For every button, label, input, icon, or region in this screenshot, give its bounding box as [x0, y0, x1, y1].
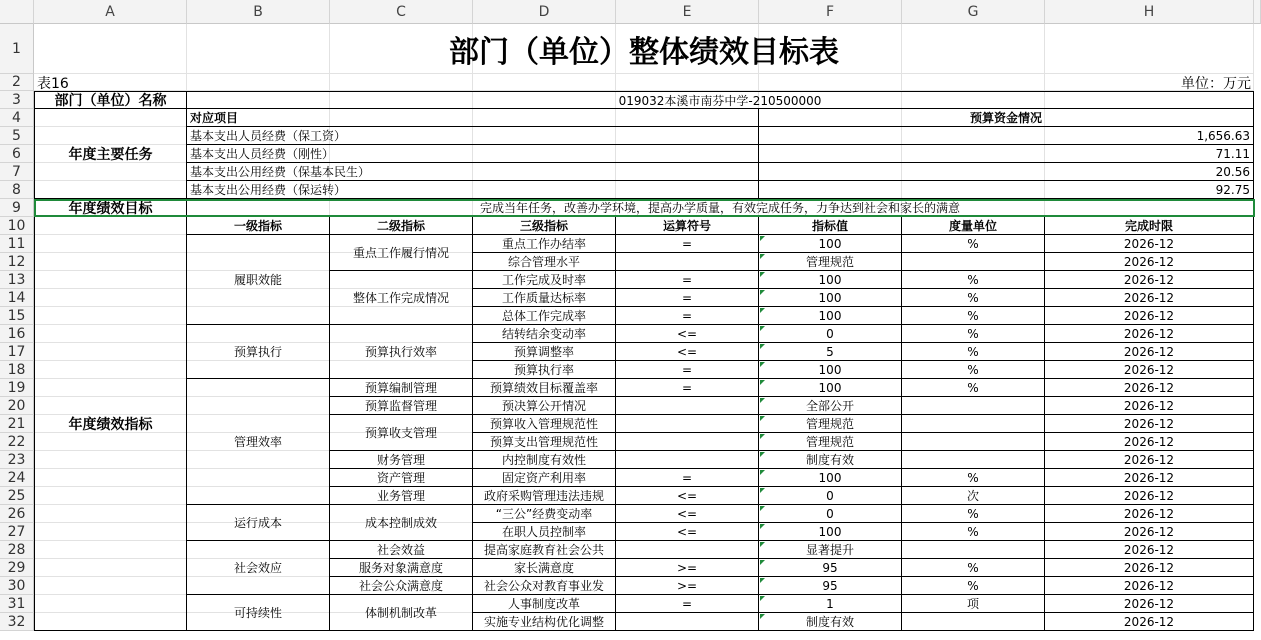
level3-indicator[interactable]: 固定资产利用率 [473, 469, 616, 487]
operator-cell[interactable]: = [616, 271, 759, 289]
operator-cell[interactable]: = [616, 595, 759, 613]
operator-cell[interactable]: >= [616, 577, 759, 595]
indicator-header[interactable]: 二级指标 [330, 217, 473, 235]
indicator-header[interactable]: 运算符号 [616, 217, 759, 235]
task-name[interactable]: 基本支出公用经费（保基本民生） [187, 163, 759, 181]
table-number[interactable]: 表16 [37, 75, 69, 91]
level2-indicator[interactable]: 预算编制管理 [330, 379, 473, 397]
measure-unit[interactable]: % [902, 325, 1045, 343]
column-header-extra [1254, 0, 1261, 24]
row-header[interactable]: 14 [0, 289, 34, 307]
level3-indicator[interactable]: 工作完成及时率 [473, 271, 616, 289]
operator-cell[interactable] [616, 451, 759, 469]
number-as-text-marker [760, 434, 765, 439]
level3-indicator[interactable]: 综合管理水平 [473, 253, 616, 271]
number-as-text-marker [760, 524, 765, 529]
column-header[interactable]: B [187, 0, 330, 24]
measure-unit[interactable] [902, 433, 1045, 451]
indicator-value[interactable]: 95 [759, 577, 902, 595]
row-header[interactable]: 31 [0, 595, 34, 613]
number-as-text-marker [760, 578, 765, 583]
level3-indicator[interactable]: 家长满意度 [473, 559, 616, 577]
dept-name-value[interactable]: 019032本溪市南芬中学-210500000 [187, 91, 1254, 109]
measure-unit[interactable] [902, 397, 1045, 415]
level3-indicator[interactable]: 内控制度有效性 [473, 451, 616, 469]
level1-indicator[interactable]: 可持续性 [187, 595, 330, 631]
row-header[interactable]: 29 [0, 559, 34, 577]
level3-indicator[interactable]: 总体工作完成率 [473, 307, 616, 325]
deadline-cell[interactable]: 2026-12 [1045, 523, 1254, 541]
row-header[interactable]: 22 [0, 433, 34, 451]
row-header[interactable]: 7 [0, 163, 34, 181]
indicator-header[interactable]: 一级指标 [187, 217, 330, 235]
deadline-cell[interactable]: 2026-12 [1045, 307, 1254, 325]
row-header[interactable]: 32 [0, 613, 34, 631]
level2-indicator[interactable]: 整体工作完成情况 [330, 271, 473, 325]
indicator-value[interactable]: 0 [759, 325, 902, 343]
unit-label[interactable]: 单位：万元 [1181, 75, 1251, 91]
measure-unit[interactable]: % [902, 271, 1045, 289]
deadline-cell[interactable]: 2026-12 [1045, 577, 1254, 595]
level2-indicator[interactable]: 预算执行效率 [330, 325, 473, 379]
level2-indicator[interactable]: 重点工作履行情况 [330, 235, 473, 271]
row-header[interactable]: 24 [0, 469, 34, 487]
deadline-cell[interactable]: 2026-12 [1045, 235, 1254, 253]
row-header[interactable]: 30 [0, 577, 34, 595]
number-as-text-marker [760, 560, 765, 565]
number-as-text-marker [760, 542, 765, 547]
indicator-value[interactable]: 100 [759, 469, 902, 487]
level3-indicator[interactable]: 工作质量达标率 [473, 289, 616, 307]
number-as-text-marker [760, 470, 765, 475]
measure-unit[interactable]: % [902, 361, 1045, 379]
row-header[interactable]: 27 [0, 523, 34, 541]
measure-unit[interactable] [902, 253, 1045, 271]
row-header[interactable]: 13 [0, 271, 34, 289]
deadline-cell[interactable]: 2026-12 [1045, 469, 1254, 487]
indicator-value[interactable]: 全部公开 [759, 397, 902, 415]
grid-cell[interactable] [902, 74, 1045, 91]
operator-cell[interactable] [616, 397, 759, 415]
row-header[interactable]: 3 [0, 91, 34, 109]
operator-cell[interactable]: <= [616, 487, 759, 505]
row-header[interactable]: 17 [0, 343, 34, 361]
task-amount[interactable]: 20.56 [759, 163, 1254, 181]
level1-indicator[interactable]: 管理效率 [187, 379, 330, 505]
number-as-text-marker [760, 614, 765, 619]
number-as-text-marker [760, 506, 765, 511]
operator-cell[interactable]: = [616, 469, 759, 487]
row-header[interactable]: 15 [0, 307, 34, 325]
measure-unit[interactable]: 次 [902, 487, 1045, 505]
row-header[interactable]: 26 [0, 505, 34, 523]
level3-indicator[interactable]: 预决算公开情况 [473, 397, 616, 415]
level3-indicator[interactable]: 预算调整率 [473, 343, 616, 361]
operator-cell[interactable]: = [616, 235, 759, 253]
deadline-cell[interactable]: 2026-12 [1045, 343, 1254, 361]
measure-unit[interactable]: % [902, 235, 1045, 253]
level3-indicator[interactable]: 预算执行率 [473, 361, 616, 379]
page-title[interactable]: 部门（单位）整体绩效目标表 [449, 35, 839, 70]
indicator-value[interactable]: 管理规范 [759, 433, 902, 451]
row-header[interactable]: 19 [0, 379, 34, 397]
deadline-cell[interactable]: 2026-12 [1045, 361, 1254, 379]
operator-cell[interactable] [616, 541, 759, 559]
measure-unit[interactable] [902, 451, 1045, 469]
level2-indicator[interactable]: 体制机制改革 [330, 595, 473, 631]
indicator-value[interactable]: 显著提升 [759, 541, 902, 559]
level2-indicator[interactable]: 资产管理 [330, 469, 473, 487]
annual-goal-text[interactable]: 完成当年任务，改善办学环境，提高办学质量，有效完成任务，力争达到社会和家长的满意 [187, 199, 1254, 217]
measure-unit[interactable]: % [902, 379, 1045, 397]
measure-unit[interactable]: % [902, 577, 1045, 595]
level1-indicator[interactable]: 履职效能 [187, 235, 330, 325]
measure-unit[interactable] [902, 541, 1045, 559]
row-header[interactable]: 5 [0, 127, 34, 145]
measure-unit[interactable]: % [902, 307, 1045, 325]
operator-cell[interactable] [616, 415, 759, 433]
row-header[interactable]: 21 [0, 415, 34, 433]
measure-unit[interactable] [902, 613, 1045, 631]
level2-indicator[interactable]: 业务管理 [330, 487, 473, 505]
measure-unit[interactable]: % [902, 505, 1045, 523]
row-header[interactable]: 25 [0, 487, 34, 505]
level3-indicator[interactable]: 预算绩效目标覆盖率 [473, 379, 616, 397]
number-as-text-marker [760, 452, 765, 457]
annual-indicators-label[interactable]: 年度绩效指标 [34, 217, 187, 631]
indicator-value[interactable]: 95 [759, 559, 902, 577]
level3-indicator[interactable]: 在职人员控制率 [473, 523, 616, 541]
level2-indicator[interactable]: 社会公众满意度 [330, 577, 473, 595]
level2-indicator[interactable]: 服务对象满意度 [330, 559, 473, 577]
row-header[interactable]: 8 [0, 181, 34, 199]
number-as-text-marker [760, 380, 765, 385]
level3-indicator[interactable]: 结转结余变动率 [473, 325, 616, 343]
operator-cell[interactable]: = [616, 361, 759, 379]
operator-cell[interactable]: = [616, 289, 759, 307]
column-header[interactable]: C [330, 0, 473, 24]
number-as-text-marker [760, 416, 765, 421]
level3-indicator[interactable]: 预算收入管理规范性 [473, 415, 616, 433]
task-name[interactable]: 基本支出人员经费（保工资） [187, 127, 759, 145]
number-as-text-marker [760, 344, 765, 349]
level3-indicator[interactable]: 预算支出管理规范性 [473, 433, 616, 451]
grid-cell[interactable] [759, 74, 902, 91]
row-header[interactable]: 12 [0, 253, 34, 271]
annual-tasks-label[interactable]: 年度主要任务 [34, 109, 187, 199]
deadline-cell[interactable]: 2026-12 [1045, 595, 1254, 613]
deadline-cell[interactable]: 2026-12 [1045, 559, 1254, 577]
number-as-text-marker [760, 308, 765, 313]
row-header[interactable]: 9 [0, 199, 34, 217]
measure-unit[interactable]: % [902, 559, 1045, 577]
column-header[interactable]: E [616, 0, 759, 24]
level3-indicator[interactable]: “三公”经费变动率 [473, 505, 616, 523]
indicator-header[interactable]: 度量单位 [902, 217, 1045, 235]
number-as-text-marker [760, 488, 765, 493]
deadline-cell[interactable]: 2026-12 [1045, 271, 1254, 289]
level2-indicator[interactable]: 社会效益 [330, 541, 473, 559]
indicator-value[interactable]: 100 [759, 523, 902, 541]
row-header[interactable]: 20 [0, 397, 34, 415]
grid-cell[interactable] [473, 74, 616, 91]
column-header[interactable]: F [759, 0, 902, 24]
indicator-value[interactable]: 0 [759, 487, 902, 505]
row-header[interactable]: 6 [0, 145, 34, 163]
row-header[interactable]: 11 [0, 235, 34, 253]
deadline-cell[interactable]: 2026-12 [1045, 289, 1254, 307]
level3-indicator[interactable]: 实施专业结构优化调整 [473, 613, 616, 631]
measure-unit[interactable]: 项 [902, 595, 1045, 613]
row-header[interactable]: 18 [0, 361, 34, 379]
number-as-text-marker [760, 236, 765, 241]
indicator-value[interactable]: 100 [759, 235, 902, 253]
task-name[interactable]: 基本支出人员经费（刚性） [187, 145, 759, 163]
indicator-header[interactable]: 指标值 [759, 217, 902, 235]
level1-indicator[interactable]: 运行成本 [187, 505, 330, 541]
column-header[interactable]: A [34, 0, 187, 24]
level3-indicator[interactable]: 人事制度改革 [473, 595, 616, 613]
column-header[interactable]: D [473, 0, 616, 24]
deadline-cell[interactable]: 2026-12 [1045, 253, 1254, 271]
indicator-value[interactable]: 1 [759, 595, 902, 613]
deadline-cell[interactable]: 2026-12 [1045, 487, 1254, 505]
indicator-value[interactable]: 制度有效 [759, 613, 902, 631]
level2-indicator[interactable]: 预算监督管理 [330, 397, 473, 415]
tasks-project-header[interactable]: 对应项目 [187, 109, 759, 127]
level3-indicator[interactable]: 社会公众对教育事业发 [473, 577, 616, 595]
operator-cell[interactable]: <= [616, 343, 759, 361]
number-as-text-marker [760, 596, 765, 601]
indicator-value[interactable]: 5 [759, 343, 902, 361]
operator-cell[interactable]: >= [616, 559, 759, 577]
number-as-text-marker [760, 398, 765, 403]
grid-cell[interactable] [330, 74, 473, 91]
operator-cell[interactable]: <= [616, 523, 759, 541]
deadline-cell[interactable]: 2026-12 [1045, 433, 1254, 451]
deadline-cell[interactable]: 2026-12 [1045, 415, 1254, 433]
select-all-corner[interactable] [0, 0, 34, 24]
number-as-text-marker [760, 290, 765, 295]
deadline-cell[interactable]: 2026-12 [1045, 613, 1254, 631]
indicator-value[interactable]: 100 [759, 361, 902, 379]
measure-unit[interactable]: % [902, 343, 1045, 361]
operator-cell[interactable]: <= [616, 325, 759, 343]
deadline-cell[interactable]: 2026-12 [1045, 505, 1254, 523]
row-header[interactable]: 23 [0, 451, 34, 469]
level2-indicator[interactable]: 财务管理 [330, 451, 473, 469]
operator-cell[interactable] [616, 613, 759, 631]
number-as-text-marker [760, 326, 765, 331]
operator-cell[interactable] [616, 253, 759, 271]
level1-indicator[interactable]: 预算执行 [187, 325, 330, 379]
row-header[interactable]: 16 [0, 325, 34, 343]
tasks-budget-header[interactable]: 预算资金情况 [759, 109, 1254, 127]
level2-indicator[interactable]: 预算收支管理 [330, 415, 473, 451]
row-header[interactable]: 2 [0, 74, 34, 91]
selected-row-outline [34, 199, 1255, 217]
annual-goal-label[interactable]: 年度绩效目标 [34, 199, 187, 217]
indicator-value[interactable]: 管理规范 [759, 253, 902, 271]
number-as-text-marker [760, 362, 765, 367]
measure-unit[interactable]: % [902, 289, 1045, 307]
operator-cell[interactable]: = [616, 379, 759, 397]
indicator-value[interactable]: 100 [759, 289, 902, 307]
measure-unit[interactable]: % [902, 469, 1045, 487]
operator-cell[interactable]: <= [616, 505, 759, 523]
indicator-value[interactable]: 0 [759, 505, 902, 523]
level1-indicator[interactable]: 社会效应 [187, 541, 330, 595]
row-header[interactable]: 4 [0, 109, 34, 127]
level3-indicator[interactable]: 提高家庭教育社会公共 [473, 541, 616, 559]
measure-unit[interactable]: % [902, 523, 1045, 541]
number-as-text-marker [760, 254, 765, 259]
row-header[interactable]: 1 [0, 24, 34, 74]
indicator-value[interactable]: 100 [759, 379, 902, 397]
grid-cell[interactable] [616, 74, 759, 91]
indicator-value[interactable]: 100 [759, 307, 902, 325]
column-header[interactable]: G [902, 0, 1045, 24]
dept-name-label[interactable]: 部门（单位）名称 [34, 91, 187, 109]
operator-cell[interactable]: = [616, 307, 759, 325]
row-header[interactable]: 10 [0, 217, 34, 235]
indicator-header[interactable]: 完成时限 [1045, 217, 1254, 235]
deadline-cell[interactable]: 2026-12 [1045, 325, 1254, 343]
deadline-cell[interactable]: 2026-12 [1045, 397, 1254, 415]
level3-indicator[interactable]: 政府采购管理违法违规 [473, 487, 616, 505]
level3-indicator[interactable]: 重点工作办结率 [473, 235, 616, 253]
indicator-value[interactable]: 制度有效 [759, 451, 902, 469]
row-header[interactable]: 28 [0, 541, 34, 559]
task-name[interactable]: 基本支出公用经费（保运转） [187, 181, 759, 199]
column-header[interactable]: H [1045, 0, 1254, 24]
indicator-value[interactable]: 管理规范 [759, 415, 902, 433]
indicator-header[interactable]: 三级指标 [473, 217, 616, 235]
operator-cell[interactable] [616, 433, 759, 451]
measure-unit[interactable] [902, 415, 1045, 433]
level2-indicator[interactable]: 成本控制成效 [330, 505, 473, 541]
deadline-cell[interactable]: 2026-12 [1045, 541, 1254, 559]
task-amount[interactable]: 92.75 [759, 181, 1254, 199]
indicator-value[interactable]: 100 [759, 271, 902, 289]
task-amount[interactable]: 1,656.63 [759, 127, 1254, 145]
number-as-text-marker [760, 272, 765, 277]
task-amount[interactable]: 71.11 [759, 145, 1254, 163]
deadline-cell[interactable]: 2026-12 [1045, 379, 1254, 397]
grid-cell[interactable] [187, 74, 330, 91]
deadline-cell[interactable]: 2026-12 [1045, 451, 1254, 469]
